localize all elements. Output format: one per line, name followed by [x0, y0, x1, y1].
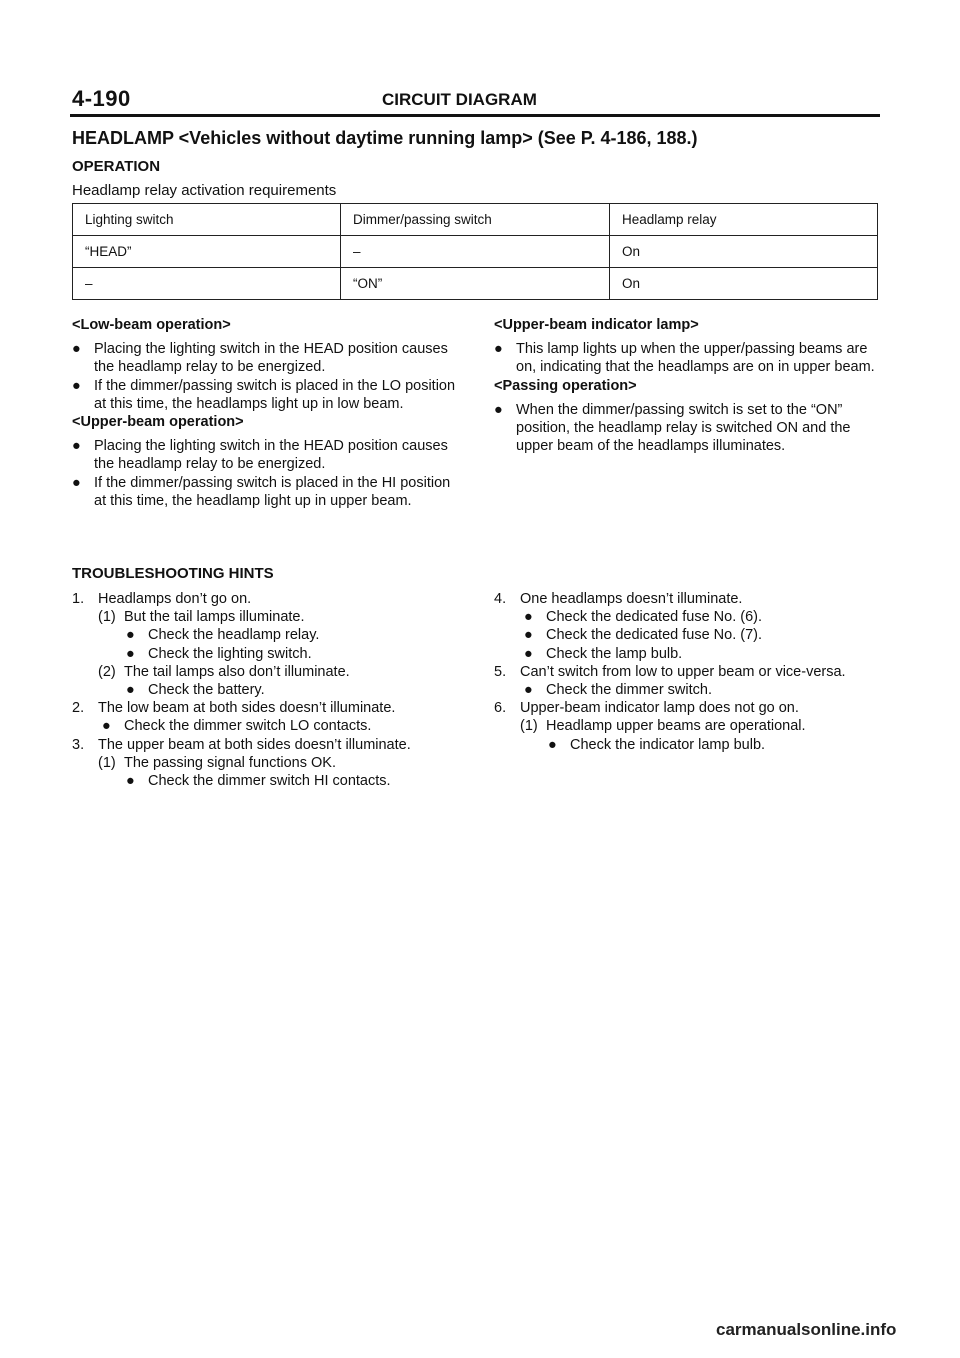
list-item-text: If the dimmer/passing switch is placed in the HI position at this time, the headlamp light up in upper beam.	[94, 474, 451, 509]
list-item	[494, 663, 878, 681]
list-item	[494, 736, 878, 754]
bullet-icon: ●	[126, 645, 135, 662]
list-item	[72, 590, 462, 608]
header-title: CIRCUIT DIAGRAM	[382, 90, 537, 109]
list-item	[72, 717, 462, 735]
upper-beam-heading: <Upper-beam operation>	[72, 414, 244, 431]
list-item-text: The upper beam at both sides doesn’t illuminate.	[98, 736, 411, 753]
bullet-icon: ●	[72, 474, 81, 491]
list-item	[494, 401, 878, 456]
list-item-text: Check the dedicated fuse No. (7).	[546, 627, 763, 644]
table-header-row	[73, 204, 878, 236]
table-caption: Headlamp relay activation requirements	[72, 182, 337, 199]
list-item	[494, 717, 878, 735]
troubleshooting-left-column	[72, 590, 462, 790]
page-number: 4-190	[72, 86, 131, 111]
table-header-cell: Lighting switch	[73, 204, 341, 236]
list-item	[494, 608, 878, 626]
table-cell: On	[610, 268, 878, 300]
list-item-text: Headlamp upper beams are operational.	[546, 718, 806, 735]
table-cell: “HEAD”	[73, 236, 341, 268]
list-item	[72, 645, 462, 663]
list-item	[72, 377, 462, 413]
list-item	[72, 340, 462, 376]
list-item	[72, 736, 462, 754]
table-row	[73, 268, 878, 300]
left-operation-column	[72, 316, 462, 510]
item-number: (2)	[98, 663, 116, 680]
item-number: 5.	[494, 663, 507, 680]
list-item-text: Check the dedicated fuse No. (6).	[546, 609, 763, 626]
list-item-text: This lamp lights up when the upper/passing beams are on, indicating that the headlamps are on in upper beam.	[516, 341, 875, 376]
list-item-text: Can’t switch from low to upper beam or vice-versa.	[520, 663, 846, 680]
list-item-text: Check the battery.	[148, 682, 265, 699]
low-beam-heading: <Low-beam operation>	[72, 317, 231, 333]
item-number: (1)	[520, 718, 538, 735]
item-number: 4.	[494, 591, 507, 607]
table-cell: “ON”	[341, 268, 610, 300]
bullet-icon: ●	[524, 682, 533, 699]
list-item	[72, 681, 462, 699]
right-operation-column	[494, 316, 878, 455]
bullet-icon: ●	[126, 773, 135, 790]
list-item-text: Check the dimmer switch LO contacts.	[124, 718, 372, 735]
bullet-icon: ●	[494, 401, 503, 418]
troubleshooting-heading: TROUBLESHOOTING HINTS	[72, 565, 274, 582]
list-item-text: If the dimmer/passing switch is placed in the LO position at this time, the headlamps light up in low beam.	[94, 377, 456, 412]
list-item-text: The low beam at both sides doesn’t illuminate.	[98, 700, 396, 717]
list-item	[72, 437, 462, 473]
item-number: 2.	[72, 700, 85, 717]
list-item	[494, 340, 878, 376]
bullet-icon: ●	[548, 736, 557, 753]
watermark-link[interactable]: carmanualsonline.info	[716, 1320, 897, 1339]
list-item-text: Placing the lighting switch in the HEAD position causes the headlamp relay to be energized.	[94, 438, 448, 473]
list-item-text: Headlamps don’t go on.	[98, 591, 252, 607]
bullet-icon: ●	[72, 341, 81, 358]
bullet-icon: ●	[524, 645, 533, 662]
list-item-text: Placing the lighting switch in the HEAD position causes the headlamp relay to be energized.	[94, 341, 448, 376]
bullet-icon: ●	[72, 377, 81, 394]
item-number: 1.	[72, 591, 85, 607]
list-item-text: Check the dimmer switch.	[546, 682, 712, 699]
list-item-text: Check the indicator lamp bulb.	[570, 736, 766, 753]
list-item	[494, 626, 878, 644]
list-item	[72, 772, 462, 790]
list-item-text: Check the lighting switch.	[148, 645, 312, 662]
list-item-text: When the dimmer/passing switch is set to the “ON” position, the headlamp relay is switched ON and the upper beam of the headlamps illuminates.	[516, 401, 851, 455]
bullet-icon: ●	[524, 609, 533, 626]
list-item	[494, 681, 878, 699]
list-item	[72, 626, 462, 644]
indicator-heading: <Upper-beam indicator lamp>	[494, 317, 699, 333]
bullet-icon: ●	[524, 627, 533, 644]
list-item-text: Check the headlamp relay.	[148, 627, 320, 644]
troubleshooting-right-column	[494, 590, 878, 754]
list-item-text: Check the dimmer switch HI contacts.	[148, 773, 391, 790]
item-number: (1)	[98, 609, 116, 626]
bullet-icon: ●	[102, 718, 111, 735]
table-header-cell: Dimmer/passing switch	[341, 204, 610, 236]
page-header	[72, 86, 882, 112]
bullet-icon: ●	[494, 341, 503, 358]
table-header-cell: Headlamp relay	[610, 204, 878, 236]
list-item	[494, 645, 878, 663]
table-cell: On	[610, 236, 878, 268]
list-item	[72, 474, 462, 510]
bullet-icon: ●	[72, 438, 81, 455]
table-cell: –	[73, 268, 341, 300]
list-item	[72, 608, 462, 626]
item-number: 3.	[72, 736, 85, 753]
bullet-icon: ●	[126, 627, 135, 644]
section-title: HEADLAMP <Vehicles without daytime running lamp> (See P. 4-186, 188.)	[72, 128, 698, 148]
table-cell: –	[341, 236, 610, 268]
passing-heading: <Passing operation>	[494, 377, 637, 394]
header-rule	[70, 114, 880, 117]
table-row	[73, 236, 878, 268]
list-item	[494, 590, 878, 608]
list-item	[72, 663, 462, 681]
operation-heading: OPERATION	[72, 158, 161, 175]
item-number: 6.	[494, 700, 507, 717]
list-item-text: The passing signal functions OK.	[124, 754, 336, 771]
list-item-text: One headlamps doesn’t illuminate.	[520, 591, 743, 607]
list-item-text: Check the lamp bulb.	[546, 645, 683, 662]
bullet-icon: ●	[126, 682, 135, 699]
list-item-text: Upper-beam indicator lamp does not go on.	[520, 700, 799, 717]
list-item	[72, 699, 462, 717]
list-item-text: The tail lamps also don’t illuminate.	[124, 663, 350, 680]
list-item	[494, 699, 878, 717]
item-number: (1)	[98, 754, 116, 771]
list-item-text: But the tail lamps illuminate.	[124, 609, 305, 626]
relay-requirements-table	[72, 203, 878, 300]
list-item	[72, 754, 462, 772]
